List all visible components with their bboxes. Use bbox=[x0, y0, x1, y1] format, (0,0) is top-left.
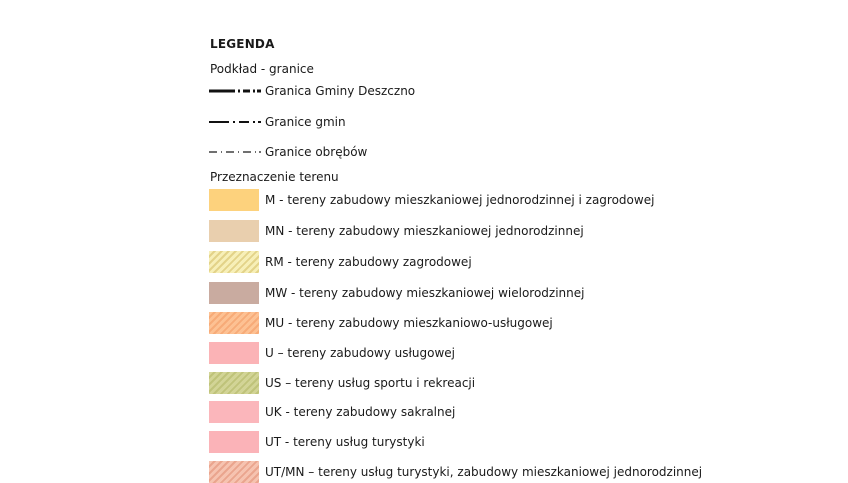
legend-title: LEGENDA bbox=[210, 37, 275, 51]
zone-label: UK - tereny zabudowy sakralnej bbox=[265, 405, 456, 419]
legend-item-zone-mu bbox=[209, 312, 829, 334]
section-heading-land-use: Przeznaczenie terenu bbox=[210, 170, 339, 184]
zone-swatch bbox=[209, 189, 259, 211]
legend-item-zone-ut bbox=[209, 431, 829, 453]
zone-swatch bbox=[209, 401, 259, 423]
legend-item-zone-u bbox=[209, 342, 829, 364]
zone-label: UT/MN – tereny usług turystyki, zabudowy mieszkaniowej jednorodzinnej bbox=[265, 465, 703, 479]
legend-item-zone-uk bbox=[209, 401, 829, 423]
zone-label: RM - tereny zabudowy zagrodowej bbox=[265, 255, 472, 269]
section-heading-base: Podkład - granice bbox=[210, 62, 314, 76]
legend-item-municipality-boundary bbox=[209, 83, 415, 99]
zone-label: MW - tereny zabudowy mieszkaniowej wielorodzinnej bbox=[265, 286, 585, 300]
thin-dash-dot-line-icon bbox=[209, 148, 261, 156]
legend-item-zone-mw bbox=[209, 282, 829, 304]
legend-item-precinct-boundaries bbox=[209, 144, 367, 160]
thick-dash-dot-line-icon bbox=[209, 87, 261, 95]
zone-swatch bbox=[209, 312, 259, 334]
legend-item-zone-rm bbox=[209, 251, 829, 273]
zone-label: UT - tereny usług turystyki bbox=[265, 435, 425, 449]
legend-item-zone-m bbox=[209, 189, 829, 211]
zone-label: US – tereny usług sportu i rekreacji bbox=[265, 376, 476, 390]
legend-line-label: Granice gmin bbox=[265, 115, 346, 129]
legend-line-label: Granice obrębów bbox=[265, 145, 368, 159]
zone-label: MU - tereny zabudowy mieszkaniowo-usługowej bbox=[265, 316, 553, 330]
zone-swatch bbox=[209, 431, 259, 453]
zone-swatch bbox=[209, 251, 259, 273]
legend-item-zone-mn bbox=[209, 220, 829, 242]
legend-item-gmina-boundaries bbox=[209, 114, 346, 130]
legend-line-label: Granica Gminy Deszczno bbox=[265, 84, 416, 98]
zone-label: U – tereny zabudowy usługowej bbox=[265, 346, 456, 360]
zone-swatch bbox=[209, 372, 259, 394]
dash-dot-line-icon bbox=[209, 118, 261, 126]
zone-swatch bbox=[209, 342, 259, 364]
zone-label: M - tereny zabudowy mieszkaniowej jednorodzinnej i zagrodowej bbox=[265, 193, 655, 207]
zone-label: MN - tereny zabudowy mieszkaniowej jednorodzinnej bbox=[265, 224, 584, 238]
legend-item-zone-us bbox=[209, 372, 829, 394]
zone-swatch bbox=[209, 220, 259, 242]
zone-swatch bbox=[209, 282, 259, 304]
